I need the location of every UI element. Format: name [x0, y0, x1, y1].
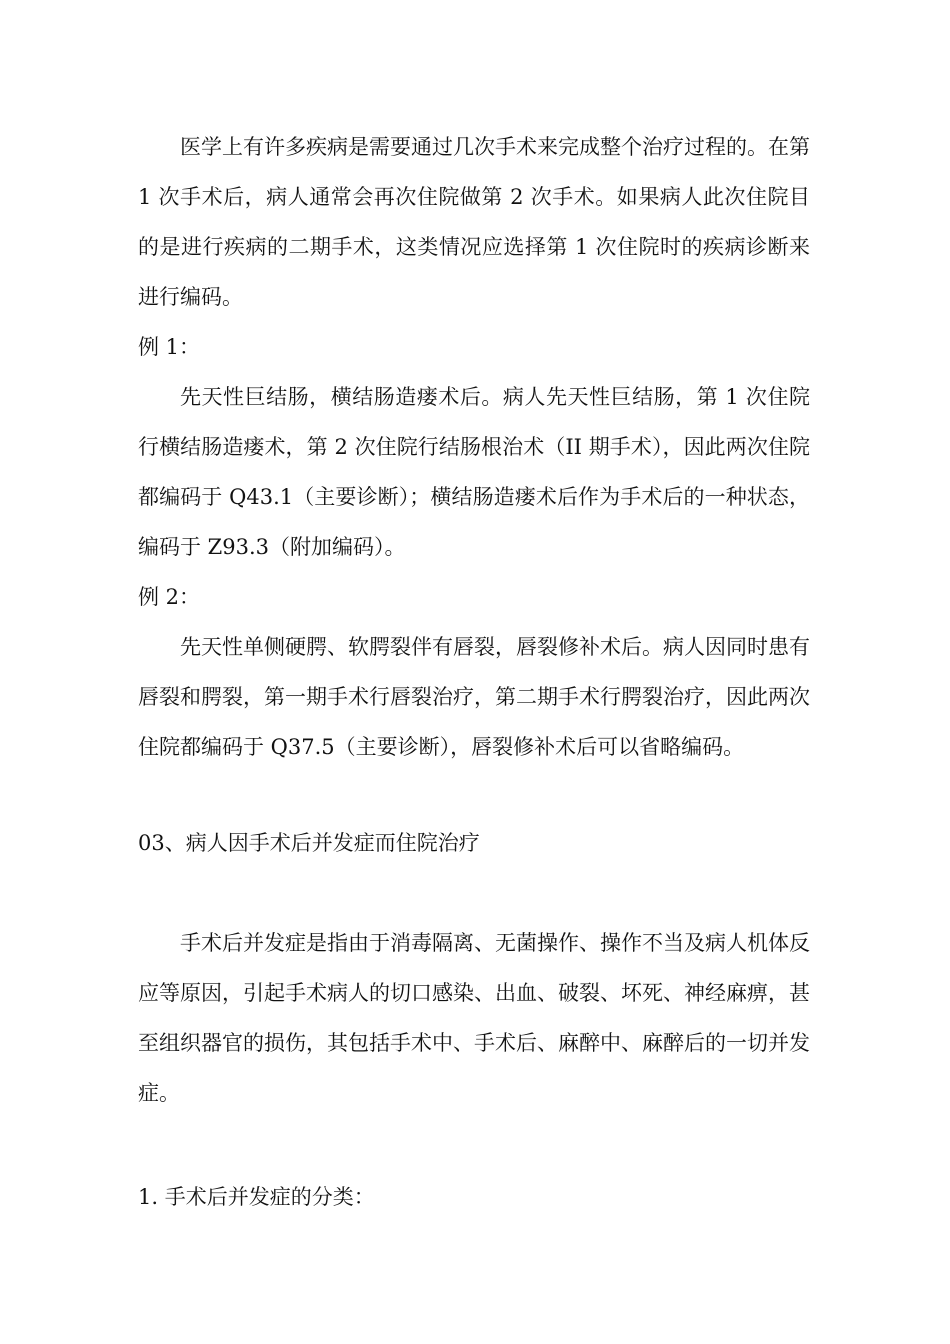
list-heading-classification: 1. 手术后并发症的分类： — [138, 1185, 375, 1209]
paragraph-example-1: 先天性巨结肠，横结肠造瘘术后。病人先天性巨结肠，第 1 次住院行横结肠造瘘术，第 2 次住院行结肠根治术（II 期手术），因此两次住院都编码于 Q43.1（主要诊断）；横结肠造瘘术后作为手术后的一种状态，编码于 Z93.3（附加编码）。 — [138, 385, 810, 559]
paragraph-example-2: 先天性单侧硬腭、软腭裂伴有唇裂，唇裂修补术后。病人因同时患有唇裂和腭裂，第一期手术行唇裂治疗，第二期手术行腭裂治疗，因此两次住院都编码于 Q37.5（主要诊断），唇裂修补术后可以省略编码。 — [138, 635, 810, 759]
paragraph-complications: 手术后并发症是指由于消毒隔离、无菌操作、操作不当及病人机体反应等原因，引起手术病人的切口感染、出血、破裂、坏死、神经麻痹，甚至组织器官的损伤，其包括手术中、手术后、麻醉中、麻醉后的一切并发症。 — [138, 931, 810, 1105]
section-heading-03: 03、病人因手术后并发症而住院治疗 — [138, 831, 480, 855]
paragraph-intro: 医学上有许多疾病是需要通过几次手术来完成整个治疗过程的。在第 1 次手术后，病人通常会再次住院做第 2 次手术。如果病人此次住院目的是进行疾病的二期手术，这类情况应选择第 1 次住院时的疾病诊断来进行编码。 — [138, 135, 810, 309]
example-1-heading: 例 1： — [138, 335, 201, 359]
example-2-heading: 例 2： — [138, 585, 201, 609]
